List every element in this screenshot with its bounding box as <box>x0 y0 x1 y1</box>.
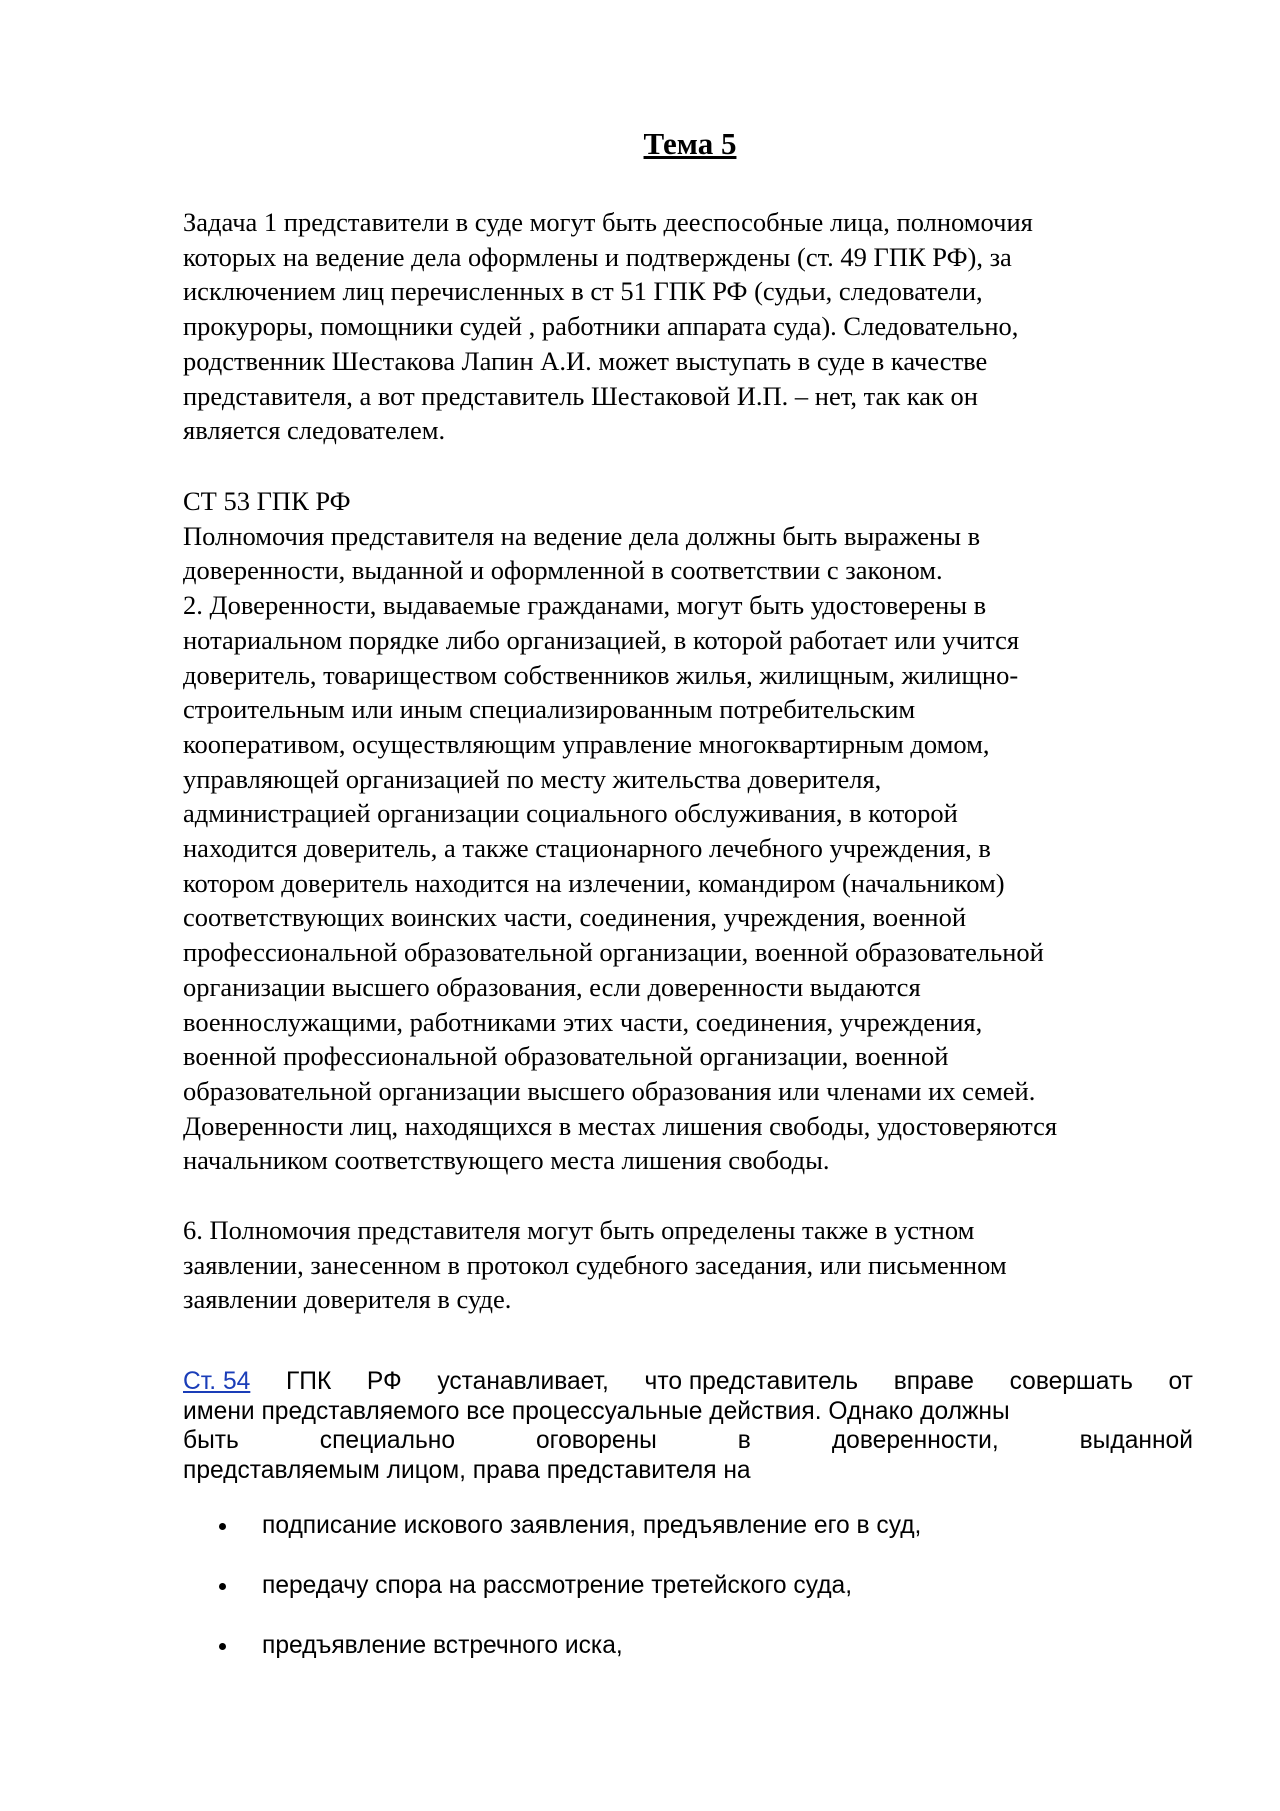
text-line: администрацией организации социального обслуживания, в которой <box>183 798 958 829</box>
list-item <box>183 1631 1193 1691</box>
text-line: управляющей организацией по месту жительства доверителя, <box>183 763 882 794</box>
text-line: соответствующих воинских части, соединения, учреждения, военной <box>183 902 967 933</box>
bullet-icon <box>219 1643 226 1650</box>
text-line: нотариальном порядке либо организацией, в которой работает или учится <box>183 624 1020 655</box>
text-line: находится доверитель, а также стационарного лечебного учреждения, в <box>183 833 991 864</box>
word: от <box>1168 1368 1193 1395</box>
text-line: представителя, а вот представитель Шестаковой И.П. – нет, так как он <box>183 380 978 411</box>
list-item-text: передачу спора на рассмотрение третейского суда, <box>262 1572 853 1599</box>
text-line: начальником соответствующего места лишения свободы. <box>183 1145 830 1176</box>
text-line: военной профессиональной образовательной организации, военной <box>183 1041 949 1072</box>
word: устанавливает, <box>437 1368 609 1395</box>
word: РФ <box>366 1368 402 1395</box>
word: совершать <box>1009 1368 1133 1395</box>
text-line: родственник Шестакова Лапин А.И. может выступать в суде в качестве <box>183 345 988 376</box>
text-line: доверитель, товариществом собственников жилья, жилищным, жилищно- <box>183 659 1019 690</box>
text-line: профессиональной образовательной организации, военной образовательной <box>183 937 1044 968</box>
bullet-list <box>183 1511 1193 1691</box>
text-line: заявлении доверителя в суде. <box>183 1284 512 1315</box>
list-item-text: подписание искового заявления, предъявление его в суд, <box>262 1512 922 1539</box>
word: ГПК <box>285 1368 332 1395</box>
bullet-icon <box>219 1583 226 1590</box>
text-line: представляемым лицом, права представителя на <box>183 1456 751 1484</box>
article-54-link[interactable]: Ст. 54 <box>183 1368 251 1395</box>
list-item-text: предъявление встречного иска, <box>262 1632 623 1659</box>
text-line: образовательной организации высшего образования или членами их семей. <box>183 1075 1036 1106</box>
text-line: 2. Доверенности, выдаваемые гражданами, могут быть удостоверены в <box>183 590 987 621</box>
task-1-paragraph <box>183 205 1193 448</box>
section-heading: СТ 53 ГПК РФ <box>183 486 351 516</box>
word: доверенности, <box>831 1427 999 1454</box>
text-line: исключением лиц перечисленных в ст 51 ГПК РФ (судьи, следователи, <box>183 276 983 307</box>
justified-line <box>183 1426 1193 1456</box>
paragraph-6 <box>183 1213 1193 1317</box>
text-line: имени представляемого все процессуальные действия. Однако должны <box>183 1397 1010 1425</box>
word: специально <box>319 1427 456 1454</box>
text-line: Доверенности лиц, находящихся в местах лишения свободы, удостоверяются <box>183 1110 1058 1141</box>
word: что представитель <box>644 1368 859 1395</box>
word: оговорены <box>535 1427 657 1454</box>
word: вправе <box>893 1368 974 1395</box>
text-line: организации высшего образования, если доверенности выдаются <box>183 971 921 1002</box>
text-line: котором доверитель находится на излечении, командиром (начальником) <box>183 867 1005 898</box>
text-line: Полномочия представителя на ведение дела должны быть выражены в <box>183 520 981 551</box>
list-item <box>183 1511 1193 1571</box>
article-53-section <box>183 484 1193 1178</box>
word: в <box>737 1427 751 1454</box>
text-line: заявлении, занесенном в протокол судебного заседания, или письменном <box>183 1249 1007 1280</box>
text-line: прокуроры, помощники судей , работники аппарата суда). Следовательно, <box>183 311 1019 342</box>
text-line: военнослужащими, работниками этих части, соединения, учреждения, <box>183 1006 983 1037</box>
article-54-paragraph <box>183 1367 1193 1485</box>
list-item <box>183 1571 1193 1631</box>
text-line: строительным или иным специализированным потребительским <box>183 694 916 725</box>
text-line: которых на ведение дела оформлены и подтверждены (ст. 49 ГПК РФ), за <box>183 241 1012 272</box>
text-line: Задача 1 представители в суде могут быть дееспособные лица, полномочия <box>183 207 1033 237</box>
document-title: Тема 5 <box>643 126 737 161</box>
word: выданной <box>1079 1427 1193 1454</box>
text-line: 6. Полномочия представителя могут быть определены также в устном <box>183 1215 975 1245</box>
text-line: кооперативом, осуществляющим управление многоквартирным домом, <box>183 728 990 759</box>
justified-line <box>183 1367 1193 1397</box>
text-line: доверенности, выданной и оформленной в соответствии с законом. <box>183 555 943 586</box>
text-line: является следователем. <box>183 415 446 446</box>
word: быть <box>183 1427 239 1454</box>
bullet-icon <box>219 1523 226 1530</box>
